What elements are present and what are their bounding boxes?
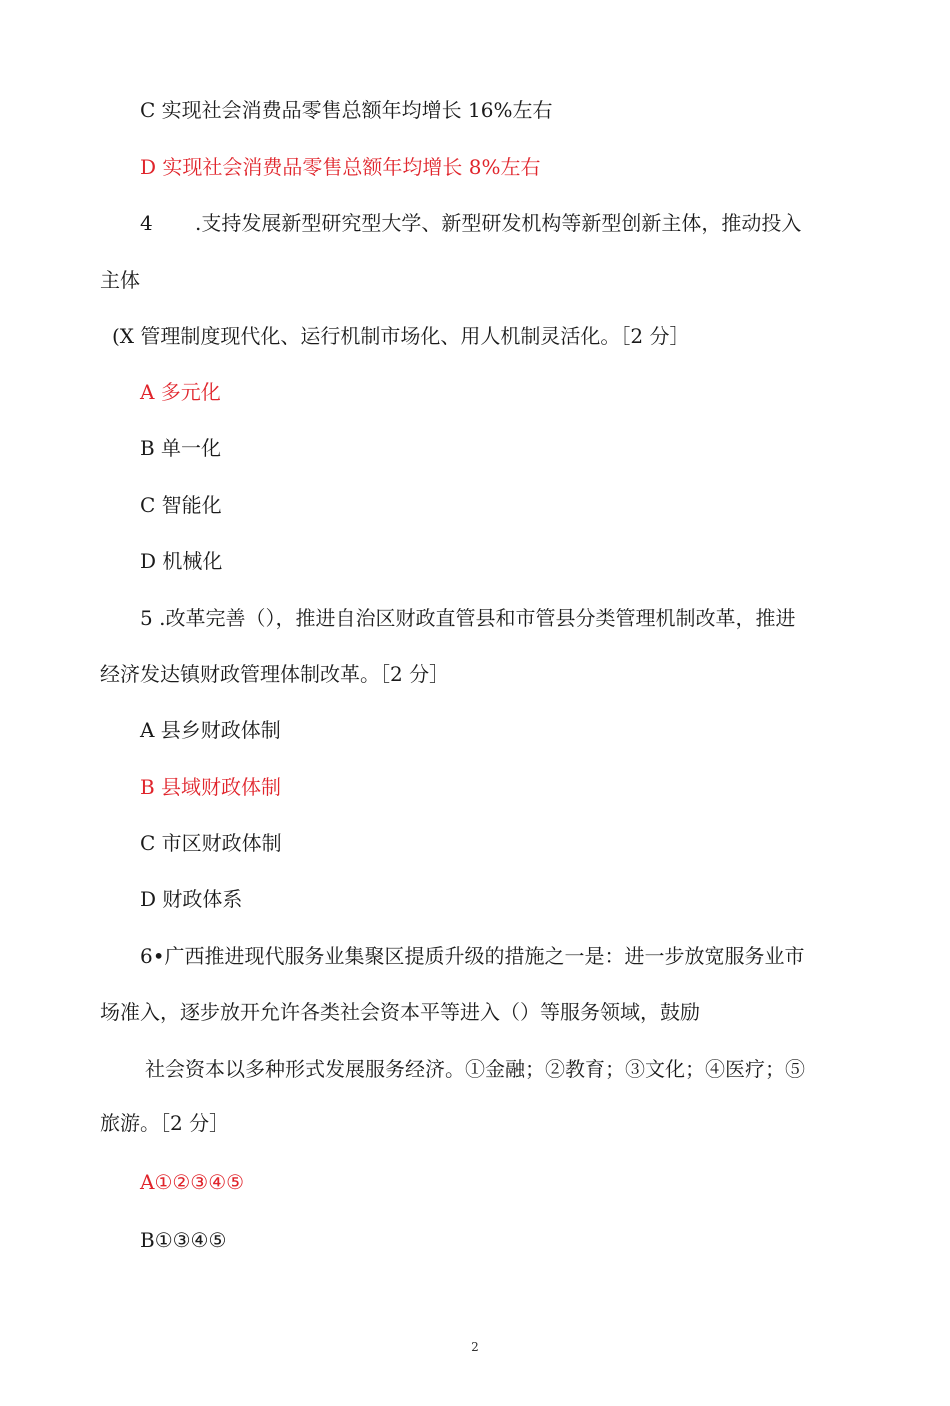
q4-number: 4: [140, 211, 153, 235]
q6-option-a-answer: A①②③④⑤: [140, 1170, 245, 1194]
q5-text-line1: 5 .改革完善（），推进自治区财政直管县和市管县分类管理机制改革，推进: [140, 606, 796, 630]
q4-text-line2: 主体: [100, 268, 140, 292]
q5-option-c: C 市区财政体制: [140, 831, 282, 855]
q4-text-line1: .支持发展新型研究型大学、新型研发机构等新型创新主体，推动投入: [195, 211, 802, 235]
q6-text-line2: 场准入，逐步放开允许各类社会资本平等进入（）等服务领域，鼓励: [100, 1000, 700, 1024]
page-number: 2: [471, 1340, 479, 1354]
q6-text-line1: 6•广西推进现代服务业集聚区提质升级的措施之一是：进一步放宽服务业市: [140, 944, 805, 968]
q6-option-b: B①③④⑤: [140, 1228, 227, 1252]
q6-text-line4: 旅游。［2 分］: [100, 1111, 230, 1135]
q4-text-line3: (X 管理制度现代化、运行机制市场化、用人机制灵活化。［2 分］: [112, 324, 690, 348]
q3-option-d-answer: D 实现社会消费品零售总额年均增长 8%左右: [140, 155, 541, 179]
q5-text-line2: 经济发达镇财政管理体制改革。［2 分］: [100, 662, 450, 686]
q4-option-c: C 智能化: [140, 493, 222, 517]
q6-text-line3: 社会资本以多种形式发展服务经济。①金融；②教育；③文化；④医疗；⑤: [145, 1057, 805, 1081]
q5-option-d: D 财政体系: [140, 887, 243, 911]
q5-option-b-answer: B 县域财政体制: [140, 775, 282, 799]
q5-option-a: A 县乡财政体制: [140, 718, 281, 742]
q4-option-a-answer: A 多元化: [140, 380, 221, 404]
q3-option-c: C 实现社会消费品零售总额年均增长 16%左右: [140, 98, 553, 122]
q4-option-d: D 机械化: [140, 549, 223, 573]
q4-option-b: B 单一化: [140, 436, 222, 460]
